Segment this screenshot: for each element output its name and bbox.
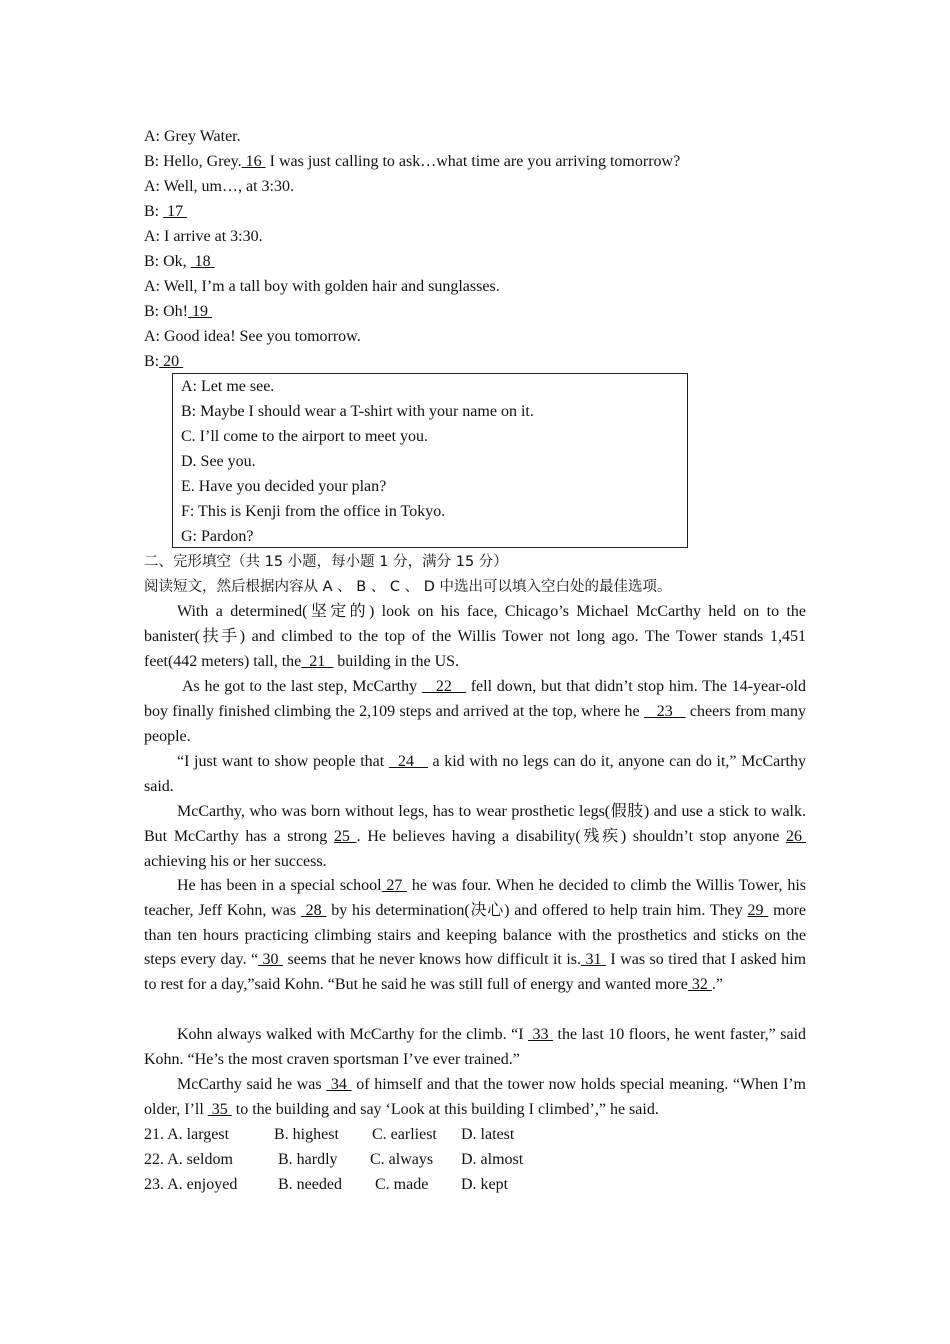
option-item: G: Pardon? (181, 528, 254, 545)
answer-blank: 23 (643, 702, 686, 720)
passage-paragraph: McCarthy, who was born without legs, has to wear prosthetic legs(假肢) and use a stick to walk. But McCarthy has a strong 25 . He believes having a disability(残疾) shouldn’t stop anyone 26 achieving his or her success. (144, 803, 806, 870)
answer-blank: 32 (687, 976, 712, 994)
choice-b: B. needed (278, 1176, 342, 1193)
dialogue-line (144, 152, 680, 172)
dialogue-line (144, 227, 263, 247)
answer-blank: 16 (241, 153, 266, 170)
answer-blank: 34 (326, 1076, 352, 1093)
dialogue-line (144, 127, 241, 147)
choice-c: C. earliest (372, 1126, 437, 1143)
answer-blank: 31 (581, 951, 606, 969)
dialogue-line (144, 252, 215, 272)
answer-blank: 33 (528, 1026, 554, 1043)
question-row (144, 1150, 644, 1170)
passage-paragraph: McCarthy said he was 34 of himself and that the tower now holds special meaning. “When I’m older, I’ll 35 to the building and say ‘Look at this building I climbed’,” he said. (144, 1076, 806, 1118)
dialogue-line (144, 302, 212, 322)
dialogue-text: B: Ok, (144, 253, 191, 270)
choice-a: 22. A. seldom (144, 1151, 233, 1168)
dialogue-text: A: Grey Water. (144, 128, 241, 145)
dialogue-text: B: Oh! (144, 303, 188, 320)
options-box (172, 373, 688, 548)
option-item: C. I’ll come to the airport to meet you. (181, 428, 429, 445)
dialogue-text: B: (144, 203, 164, 220)
answer-blank: 26 (786, 827, 806, 845)
dialogue-line (144, 277, 500, 297)
dialogue-text: A: Well, um…, at 3:30. (144, 178, 294, 195)
choice-b: B. highest (274, 1126, 339, 1143)
choice-c: C. always (370, 1151, 434, 1168)
answer-blank: 18 (190, 253, 215, 270)
option-item: A: Let me see. (181, 378, 275, 395)
dialogue-line (144, 327, 361, 347)
answer-blank: 19 (188, 303, 212, 320)
answer-blank: 21 (301, 652, 334, 670)
dialogue-line (144, 352, 183, 372)
choice-a: 21. A. largest (144, 1126, 230, 1143)
answer-blank: 35 (207, 1100, 232, 1118)
dialogue-text: A: Well, I’m a tall boy with golden hair and sunglasses. (144, 278, 500, 295)
dialogue-line (144, 177, 294, 197)
answer-blank: 24 (388, 753, 428, 770)
section-title: 二、完形填空（共 15 小题，每小题 1 分，满分 15 分） (144, 554, 508, 570)
choice-a: 23. A. enjoyed (144, 1176, 238, 1193)
passage-paragraph: He has been in a special school 27 he was four. When he decided to climb the Willis Tower, his teacher, Jeff Kohn, was 28 by his determination(决心) and offered to help train him. They 29 more than ten hours practicing climbing stairs and keeping balance with the prosthetics and sticks on the steps every day. “ 30 seems that he never knows how difficult it is. 31 I was so tired that I asked him to rest for a day,”said Kohn. “But he said he was still full of energy and wanted more 32 .” (144, 877, 807, 994)
answer-blank: 29 (747, 901, 769, 919)
dialogue-text: I was just calling to ask…what time are you arriving tomorrow? (265, 153, 681, 170)
question-row (144, 1175, 644, 1195)
answer-blank: 22 (421, 678, 466, 695)
choice-b: B. hardly (278, 1151, 338, 1168)
answer-blank: 20 (159, 353, 184, 370)
dialogue-text: A: I arrive at 3:30. (144, 228, 263, 245)
answer-blank: 30 (258, 951, 283, 969)
option-item: B: Maybe I should wear a T-shirt with your name on it. (181, 403, 534, 420)
section-instruction: 阅读短文，然后根据内容从 A 、 B 、 C 、 D 中选出可以填入空白处的最佳选项。 (144, 579, 672, 595)
passage-paragraph: Kohn always walked with McCarthy for the climb. “I 33 the last 10 floors, he went faster,” said Kohn. “He’s the most craven sportsman I’ve ever trained.” (144, 1026, 807, 1068)
dialogue-text: B: Hello, Grey. (144, 153, 242, 170)
answer-blank: 28 (300, 901, 327, 919)
choice-d: D. latest (461, 1126, 515, 1143)
answer-blank: 25 (333, 827, 357, 845)
passage-paragraph: With a determined(坚定的) look on his face, Chicago’s Michael McCarthy held on to the banister(扶手) and climbed to the top of the Willis Tower not long ago. The Tower stands 1,451 feet(442 meters) tall, the 21 building in the US. (144, 603, 806, 670)
dialogue-line (144, 202, 187, 222)
choice-c: C. made (375, 1176, 429, 1193)
passage-paragraph: As he got to the last step, McCarthy 22 fell down, but that didn’t stop him. The 14-year-old boy finally finished climbing the 2,109 steps and arrived at the top, where he 23 cheers from many people. (144, 678, 807, 745)
question-row (144, 1125, 644, 1145)
answer-blank: 27 (381, 877, 408, 894)
option-item: E. Have you decided your plan? (181, 478, 387, 495)
option-item: F: This is Kenji from the office in Tokyo. (181, 503, 446, 520)
choice-d: D. kept (461, 1176, 509, 1193)
choice-d: D. almost (461, 1151, 524, 1168)
dialogue-text: B: (144, 353, 160, 370)
dialogue-text: A: Good idea! See you tomorrow. (144, 328, 361, 345)
option-item: D. See you. (181, 453, 256, 470)
answer-blank: 17 (163, 203, 188, 220)
passage-paragraph: “I just want to show people that 24 a kid with no legs can do it, anyone can do it,” McCarthy said. (144, 753, 807, 795)
